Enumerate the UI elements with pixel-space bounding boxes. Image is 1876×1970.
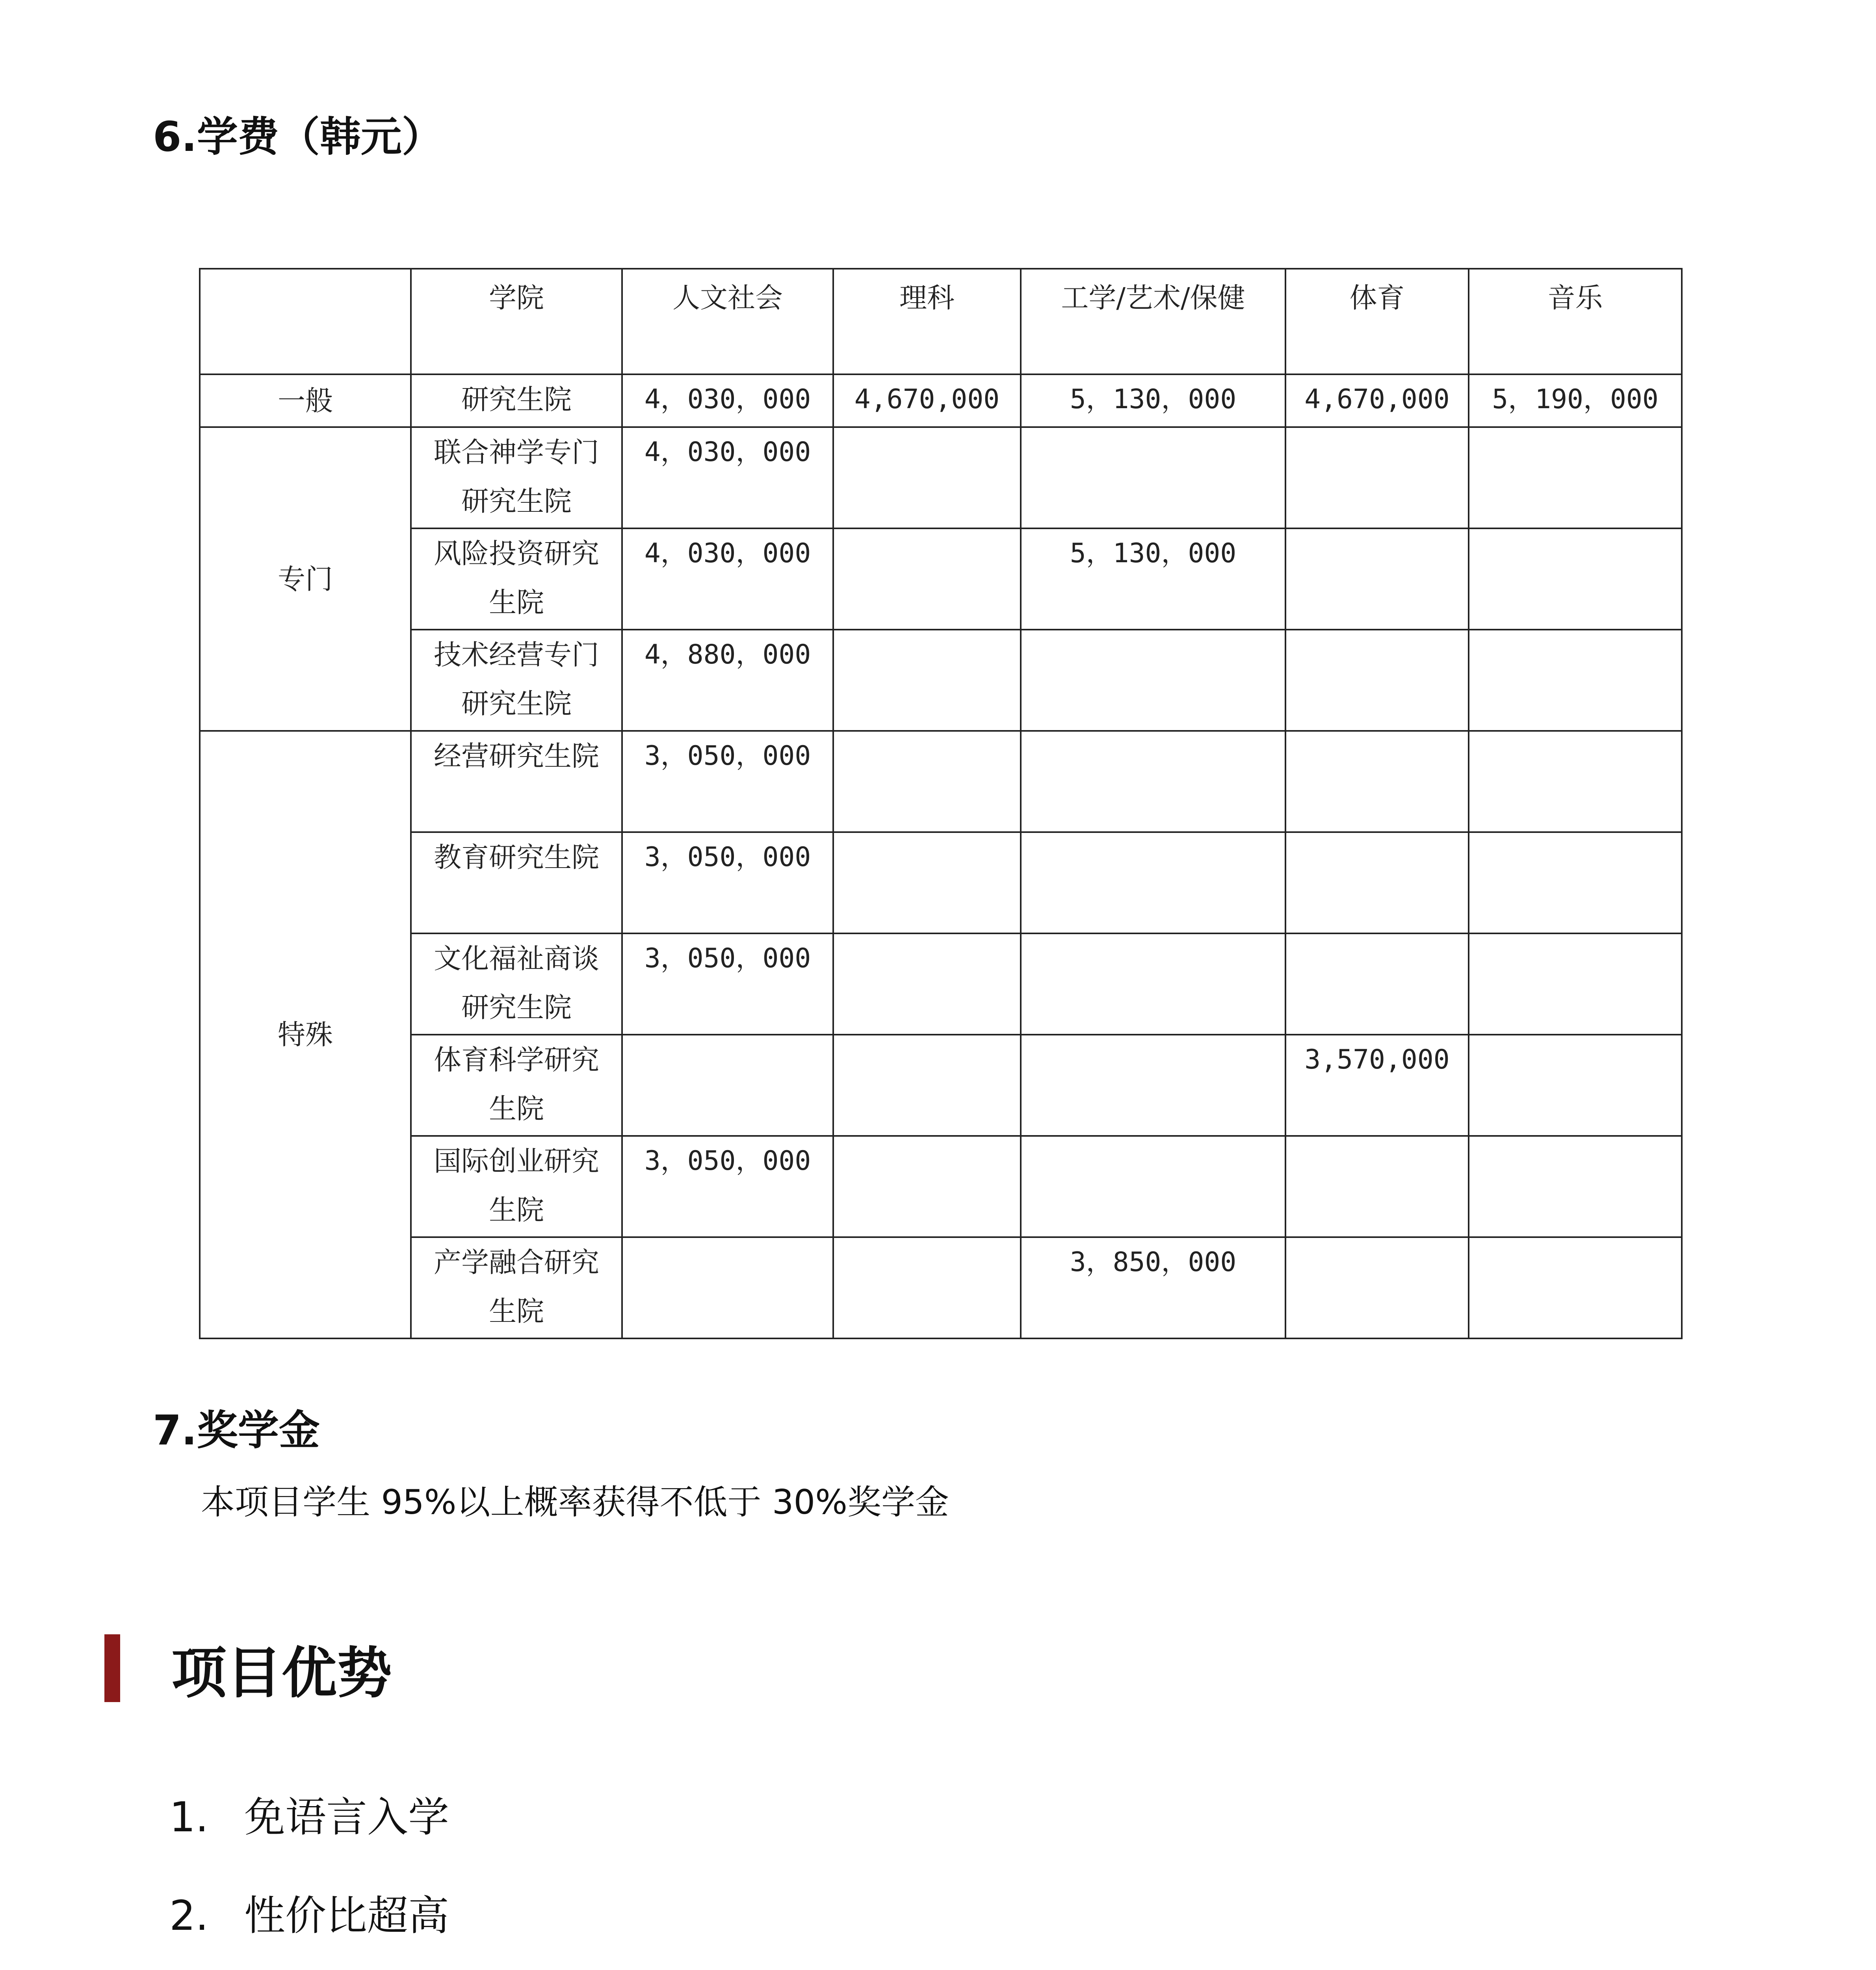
fee-cell — [1469, 832, 1682, 933]
table-row — [200, 933, 1682, 1035]
list-number: 1. — [169, 1793, 209, 1841]
fee-cell — [833, 731, 1021, 832]
school-name-cell: 联合神学专门研究生院 — [411, 427, 622, 528]
list-item — [169, 1892, 490, 1970]
header-cell: 学院 — [411, 269, 622, 374]
fee-cell: 4，030，000 — [622, 528, 833, 630]
header-cell: 工学/艺术/保健 — [1021, 269, 1285, 374]
table-row — [200, 1237, 1682, 1338]
fee-cell — [1469, 528, 1682, 630]
header-cell — [200, 269, 411, 374]
fee-cell: 5，130，000 — [1021, 374, 1285, 427]
fee-cell — [1285, 731, 1469, 832]
fee-cell: 4,670,000 — [1285, 374, 1469, 427]
fee-cell — [833, 933, 1021, 1035]
table-row — [200, 832, 1682, 933]
school-name-cell: 技术经营专门研究生院 — [411, 630, 622, 731]
header-cell: 人文社会 — [622, 269, 833, 374]
school-name-cell: 经营研究生院 — [411, 731, 622, 832]
table-row — [200, 1136, 1682, 1237]
school-name-cell: 产学融合研究生院 — [411, 1237, 622, 1338]
fee-cell — [1021, 933, 1285, 1035]
fee-cell — [1469, 933, 1682, 1035]
school-name-cell: 教育研究生院 — [411, 832, 622, 933]
fee-cell — [833, 630, 1021, 731]
list-item — [169, 1793, 490, 1895]
advantages-list — [169, 1793, 490, 1970]
table-row — [200, 427, 1682, 528]
fee-cell: 4，880，000 — [622, 630, 833, 731]
fee-cell — [1285, 1237, 1469, 1338]
fee-cell — [1469, 630, 1682, 731]
fee-cell — [833, 1237, 1021, 1338]
fee-cell: 3，050，000 — [622, 731, 833, 832]
list-text: 性价比超高 — [244, 1892, 449, 1940]
fee-cell — [833, 1136, 1021, 1237]
fee-cell: 3，850，000 — [1021, 1237, 1285, 1338]
fee-cell — [1469, 1035, 1682, 1136]
fee-cell: 5，130，000 — [1021, 528, 1285, 630]
category-cell: 一般 — [200, 374, 411, 427]
fee-cell — [1021, 630, 1285, 731]
fee-cell: 4，030，000 — [622, 427, 833, 528]
fee-cell — [833, 427, 1021, 528]
school-name-cell: 体育科学研究生院 — [411, 1035, 622, 1136]
school-name-cell: 风险投资研究生院 — [411, 528, 622, 630]
category-cell: 特殊 — [200, 731, 411, 1338]
table-row — [200, 528, 1682, 630]
scholarship-description: 本项目学生 95%以上概率获得不低于 30%奖学金 — [201, 1483, 949, 1522]
fee-cell — [1285, 933, 1469, 1035]
fee-cell — [622, 1237, 833, 1338]
fee-cell: 3，050，000 — [622, 1136, 833, 1237]
fee-cell — [1021, 1035, 1285, 1136]
fee-cell — [1021, 1136, 1285, 1237]
fee-cell — [1285, 832, 1469, 933]
list-number: 2. — [169, 1892, 209, 1940]
table-header-row — [200, 269, 1682, 374]
fee-cell — [1285, 1136, 1469, 1237]
section-6-heading: 6.学费（韩元） — [153, 113, 443, 161]
fee-cell — [1469, 731, 1682, 832]
table-row — [200, 630, 1682, 731]
table-row — [200, 1035, 1682, 1136]
fee-cell: 3，050，000 — [622, 933, 833, 1035]
advantages-heading: 项目优势 — [171, 1641, 392, 1706]
tuition-table — [199, 268, 1683, 1339]
fee-cell — [622, 1035, 833, 1136]
fee-cell: 3，050，000 — [622, 832, 833, 933]
fee-cell — [1285, 630, 1469, 731]
fee-cell — [1285, 528, 1469, 630]
header-cell: 理科 — [833, 269, 1021, 374]
fee-cell — [1021, 731, 1285, 832]
fee-cell — [1469, 1136, 1682, 1237]
fee-cell: 5，190，000 — [1469, 374, 1682, 427]
fee-cell — [833, 832, 1021, 933]
fee-cell: 4，030，000 — [622, 374, 833, 427]
list-text: 免语言入学 — [244, 1793, 449, 1841]
fee-cell — [1469, 1237, 1682, 1338]
school-name-cell: 国际创业研究生院 — [411, 1136, 622, 1237]
fee-cell — [1021, 832, 1285, 933]
fee-cell: 3,570,000 — [1285, 1035, 1469, 1136]
table-row — [200, 731, 1682, 832]
fee-cell: 4,670,000 — [833, 374, 1021, 427]
fee-cell — [1285, 427, 1469, 528]
category-cell: 专门 — [200, 427, 411, 731]
school-name-cell: 文化福祉商谈研究生院 — [411, 933, 622, 1035]
section-7-heading: 7.奖学金 — [153, 1406, 320, 1454]
fee-cell — [1021, 427, 1285, 528]
school-name-cell: 研究生院 — [411, 374, 622, 427]
table-row — [200, 374, 1682, 427]
fee-cell — [1469, 427, 1682, 528]
header-cell: 体育 — [1285, 269, 1469, 374]
fee-cell — [833, 528, 1021, 630]
fee-cell — [833, 1035, 1021, 1136]
header-cell: 音乐 — [1469, 269, 1682, 374]
section-accent-bar — [104, 1634, 120, 1702]
